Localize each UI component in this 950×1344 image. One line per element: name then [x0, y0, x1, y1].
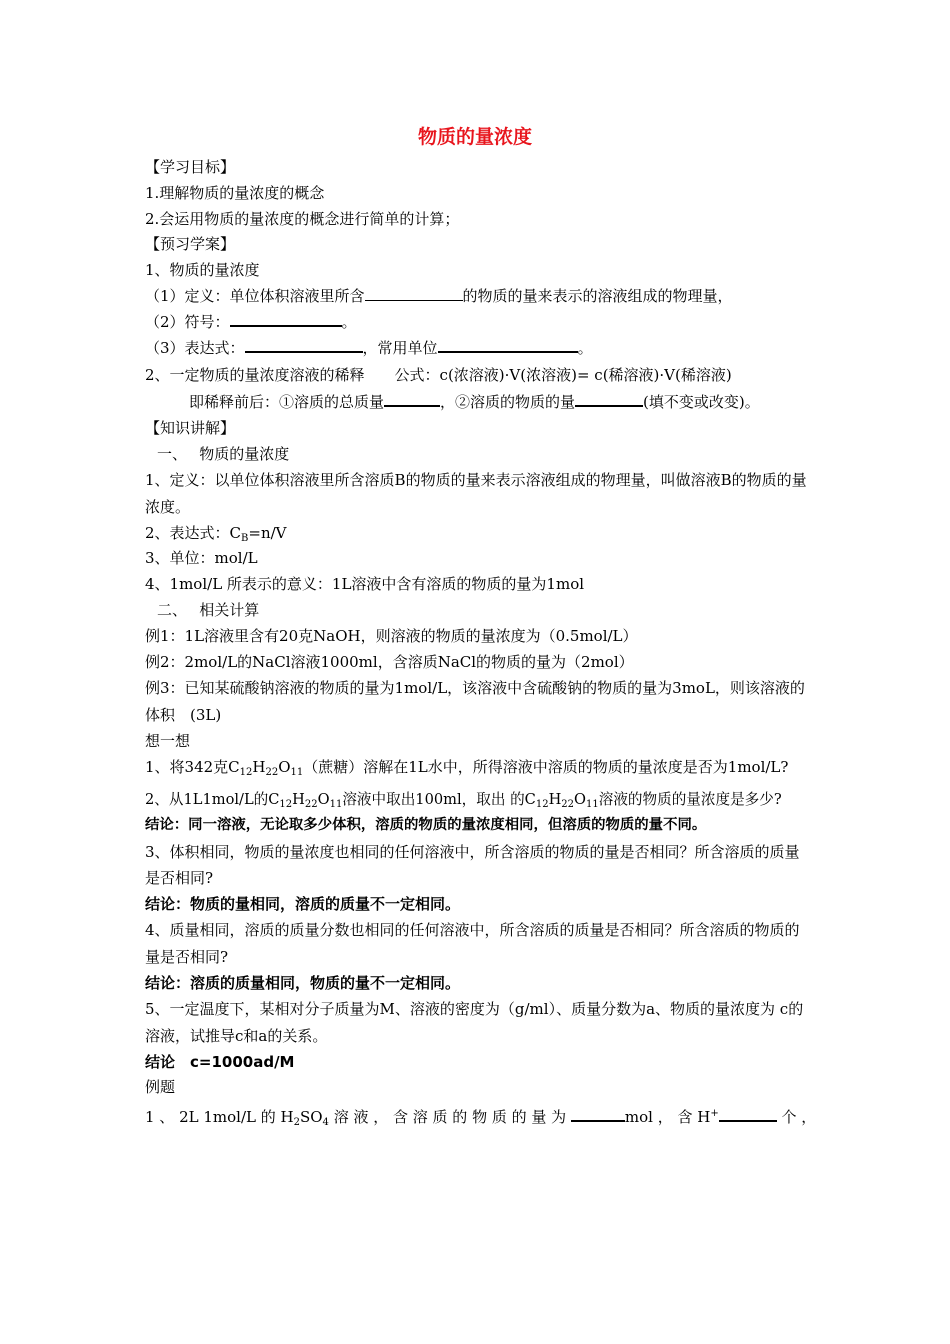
expression-line: （3）表达式： ，常用单位 。: [145, 338, 593, 357]
example-heading: 例题: [145, 1078, 176, 1097]
goals-header: 【学习目标】: [145, 158, 236, 176]
knowledge-definition: 1、定义：以单位体积溶液里所含溶质B的物质的量来表示溶液组成的物理量，叫做溶液B的物质的量浓度。: [145, 471, 807, 516]
knowledge-expression: 2、表达式：$C_B=n/V$: [145, 523, 287, 544]
knowledge-meaning: 4、1mol/L 所表示的意义：1L溶液中含有溶质的物质的量为1mol: [145, 575, 585, 594]
conclusion-4: 结论 c=1000ad/M: [145, 1052, 295, 1071]
dilution-note: 即稀释前后：①溶质的总质量 ，②溶质的物质的量 (填不变或改变)。: [189, 392, 760, 411]
knowledge-header: 【知识讲解】: [145, 418, 236, 437]
part-two-heading: 二、 相关计算: [157, 600, 260, 619]
dilution-formula: 2、一定物质的量浓度溶液的稀释 公式：c(浓溶液)·V(浓溶液)= c(稀溶液)·V(稀溶液): [145, 366, 732, 385]
preview-title: 1、物质的量浓度: [145, 261, 260, 280]
preview-header: 【预习学案】: [145, 235, 236, 254]
example-1: 例1：1L溶液里含有20克NaOH，则溶液的物质的量浓度为（0.5mol/L）: [145, 626, 638, 645]
example-3: 例3：已知某硫酸钠溶液的物质的量为1mol/L，该溶液中含硫酸钠的物质的量为3moL，则该溶液的体积 (3L): [145, 679, 805, 724]
goal-2: 2.会运用物质的量浓度的概念进行简单的计算；: [145, 209, 460, 228]
blank-definition[interactable]: [365, 286, 463, 301]
blank-unit[interactable]: [438, 337, 578, 353]
document-body: [145, 155, 817, 1129]
blank-moles[interactable]: [571, 1106, 625, 1122]
question-3: 3、体积相同，物质的量浓度也相同的任何溶液中，所含溶质的物质的量是否相同？所含溶质的质量是否相同?: [145, 842, 800, 888]
conclusion-2: 结论：物质的量相同，溶质的质量不一定相同。: [145, 894, 461, 913]
think-heading: 想一想: [145, 731, 191, 750]
goal-1: 1.理解物质的量浓度的概念: [145, 183, 325, 202]
knowledge-unit: 3、单位：mol/L: [145, 549, 258, 568]
symbol-line: （2）符号： 。: [145, 312, 357, 331]
example-2: 例2：2mol/L的NaCl溶液1000ml，含溶质NaCl的物质的量为（2mol）: [145, 652, 634, 671]
blank-expression[interactable]: [245, 337, 363, 353]
part-one-heading: 一、 物质的量浓度: [157, 444, 290, 463]
blank-symbol[interactable]: [230, 311, 342, 327]
blank-hydrogen-count[interactable]: [719, 1106, 777, 1122]
question-1: 1、将342克$C_{12}H_{22}O_{11}$（蔗糖）溶解在1L水中，所得溶液中溶质的物质的量浓度是否为1mol/L?: [145, 758, 789, 779]
conclusion-3: 结论：溶质的质量相同，物质的量不一定相同。: [145, 973, 461, 992]
question-2: 2、从1L1mol/L的$C_{12}H_{22}O_{11}$溶液中取出100ml，取出 的$C_{12}H_{22}O_{11}$溶液的物质的量浓度是多少?: [145, 790, 782, 810]
blank-solute-moles[interactable]: [575, 391, 643, 407]
conclusion-1: 结论：同一溶液，无论取多少体积，溶质的物质的量浓度相同，但溶质的物质的量不同。: [145, 816, 707, 833]
definition-line: （1）定义：单位体积溶液里所含 的物质的量来表示的溶液组成的物理量，: [145, 286, 733, 305]
document-title: 物质的量浓度: [417, 126, 532, 148]
exercise-1: 1 、 2L 1mol/L 的 $H_2SO_4$ 溶 液 ， 含 溶 质 的 物 质 的 量 为 mol ， 含 H+ 个 ，: [145, 1108, 817, 1129]
blank-solute-mass[interactable]: [384, 391, 440, 407]
question-4: 4、质量相同，溶质的质量分数也相同的任何溶液中，所含溶质的质量是否相同？所含溶质的物质的量是否相同?: [145, 921, 800, 967]
question-5: 5、一定温度下，某相对分子质量为M、溶液的密度为（g/ml）、质量分数为a、物质的量浓度为 c的溶液，试推导c和a的关系。: [145, 1000, 804, 1046]
